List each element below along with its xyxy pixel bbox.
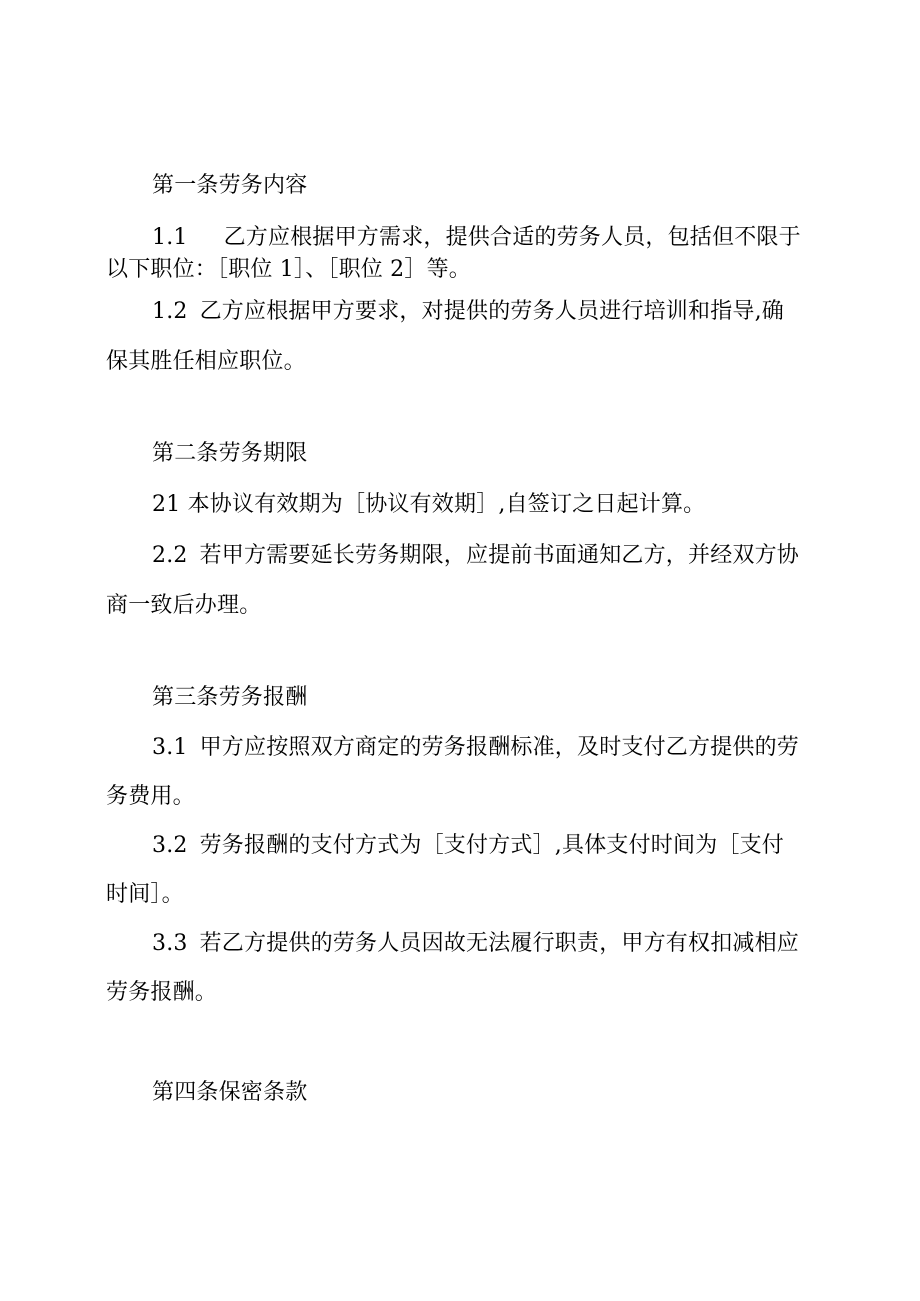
clause-line	[152, 298, 784, 326]
clause-number: 3.1	[152, 735, 188, 760]
clause-line	[152, 224, 822, 252]
clause-line	[152, 832, 784, 860]
clause-line	[152, 734, 799, 762]
clause-text: 若乙方提供的劳务人员因故无法履行职责，甲方有权扣减相应	[199, 931, 799, 956]
clause-number: 3.3	[152, 931, 188, 956]
clause-text: 劳务报酬的支付方式为［支付方式］,具体支付时间为［支付	[199, 833, 784, 858]
clause-line: 务费用。	[106, 784, 195, 809]
clause-number: 1.2	[152, 299, 188, 324]
clause-text: 甲方应按照双方商定的劳务报酬标准，及时支付乙方提供的劳	[199, 735, 799, 760]
clause-number: 3.2	[152, 833, 188, 858]
clause-text: 若甲方需要延长劳务期限，应提前书面通知乙方，并经双方协	[199, 543, 799, 568]
clause-line: 商一致后办理。	[106, 593, 262, 618]
clause-text: 乙方应根据甲方要求，对提供的劳务人员进行培训和指导,确	[199, 299, 784, 324]
section-heading: 第三条劳务报酬	[152, 685, 308, 710]
clause-line: 21 本协议有效期为［协议有效期］,自签订之日起计算。	[152, 492, 706, 517]
clause-text: 乙方应根据甲方需求，提供合适的劳务人员，包括但不限于	[223, 225, 801, 250]
clause-number: 1.1	[152, 225, 188, 250]
clause-line: 时间］。	[106, 882, 184, 907]
section-heading: 第二条劳务期限	[152, 441, 308, 466]
clause-line: 保其胜任相应职位。	[106, 349, 306, 374]
clause-line: 劳务报酬。	[106, 980, 218, 1005]
clause-line: 以下职位：［职位 1］、［职位 2］等。	[106, 257, 471, 282]
clause-line	[152, 542, 799, 570]
clause-number: 2.2	[152, 543, 188, 568]
section-heading: 第四条保密条款	[152, 1080, 308, 1105]
section-heading: 第一条劳务内容	[152, 173, 308, 198]
clause-line	[152, 930, 799, 958]
